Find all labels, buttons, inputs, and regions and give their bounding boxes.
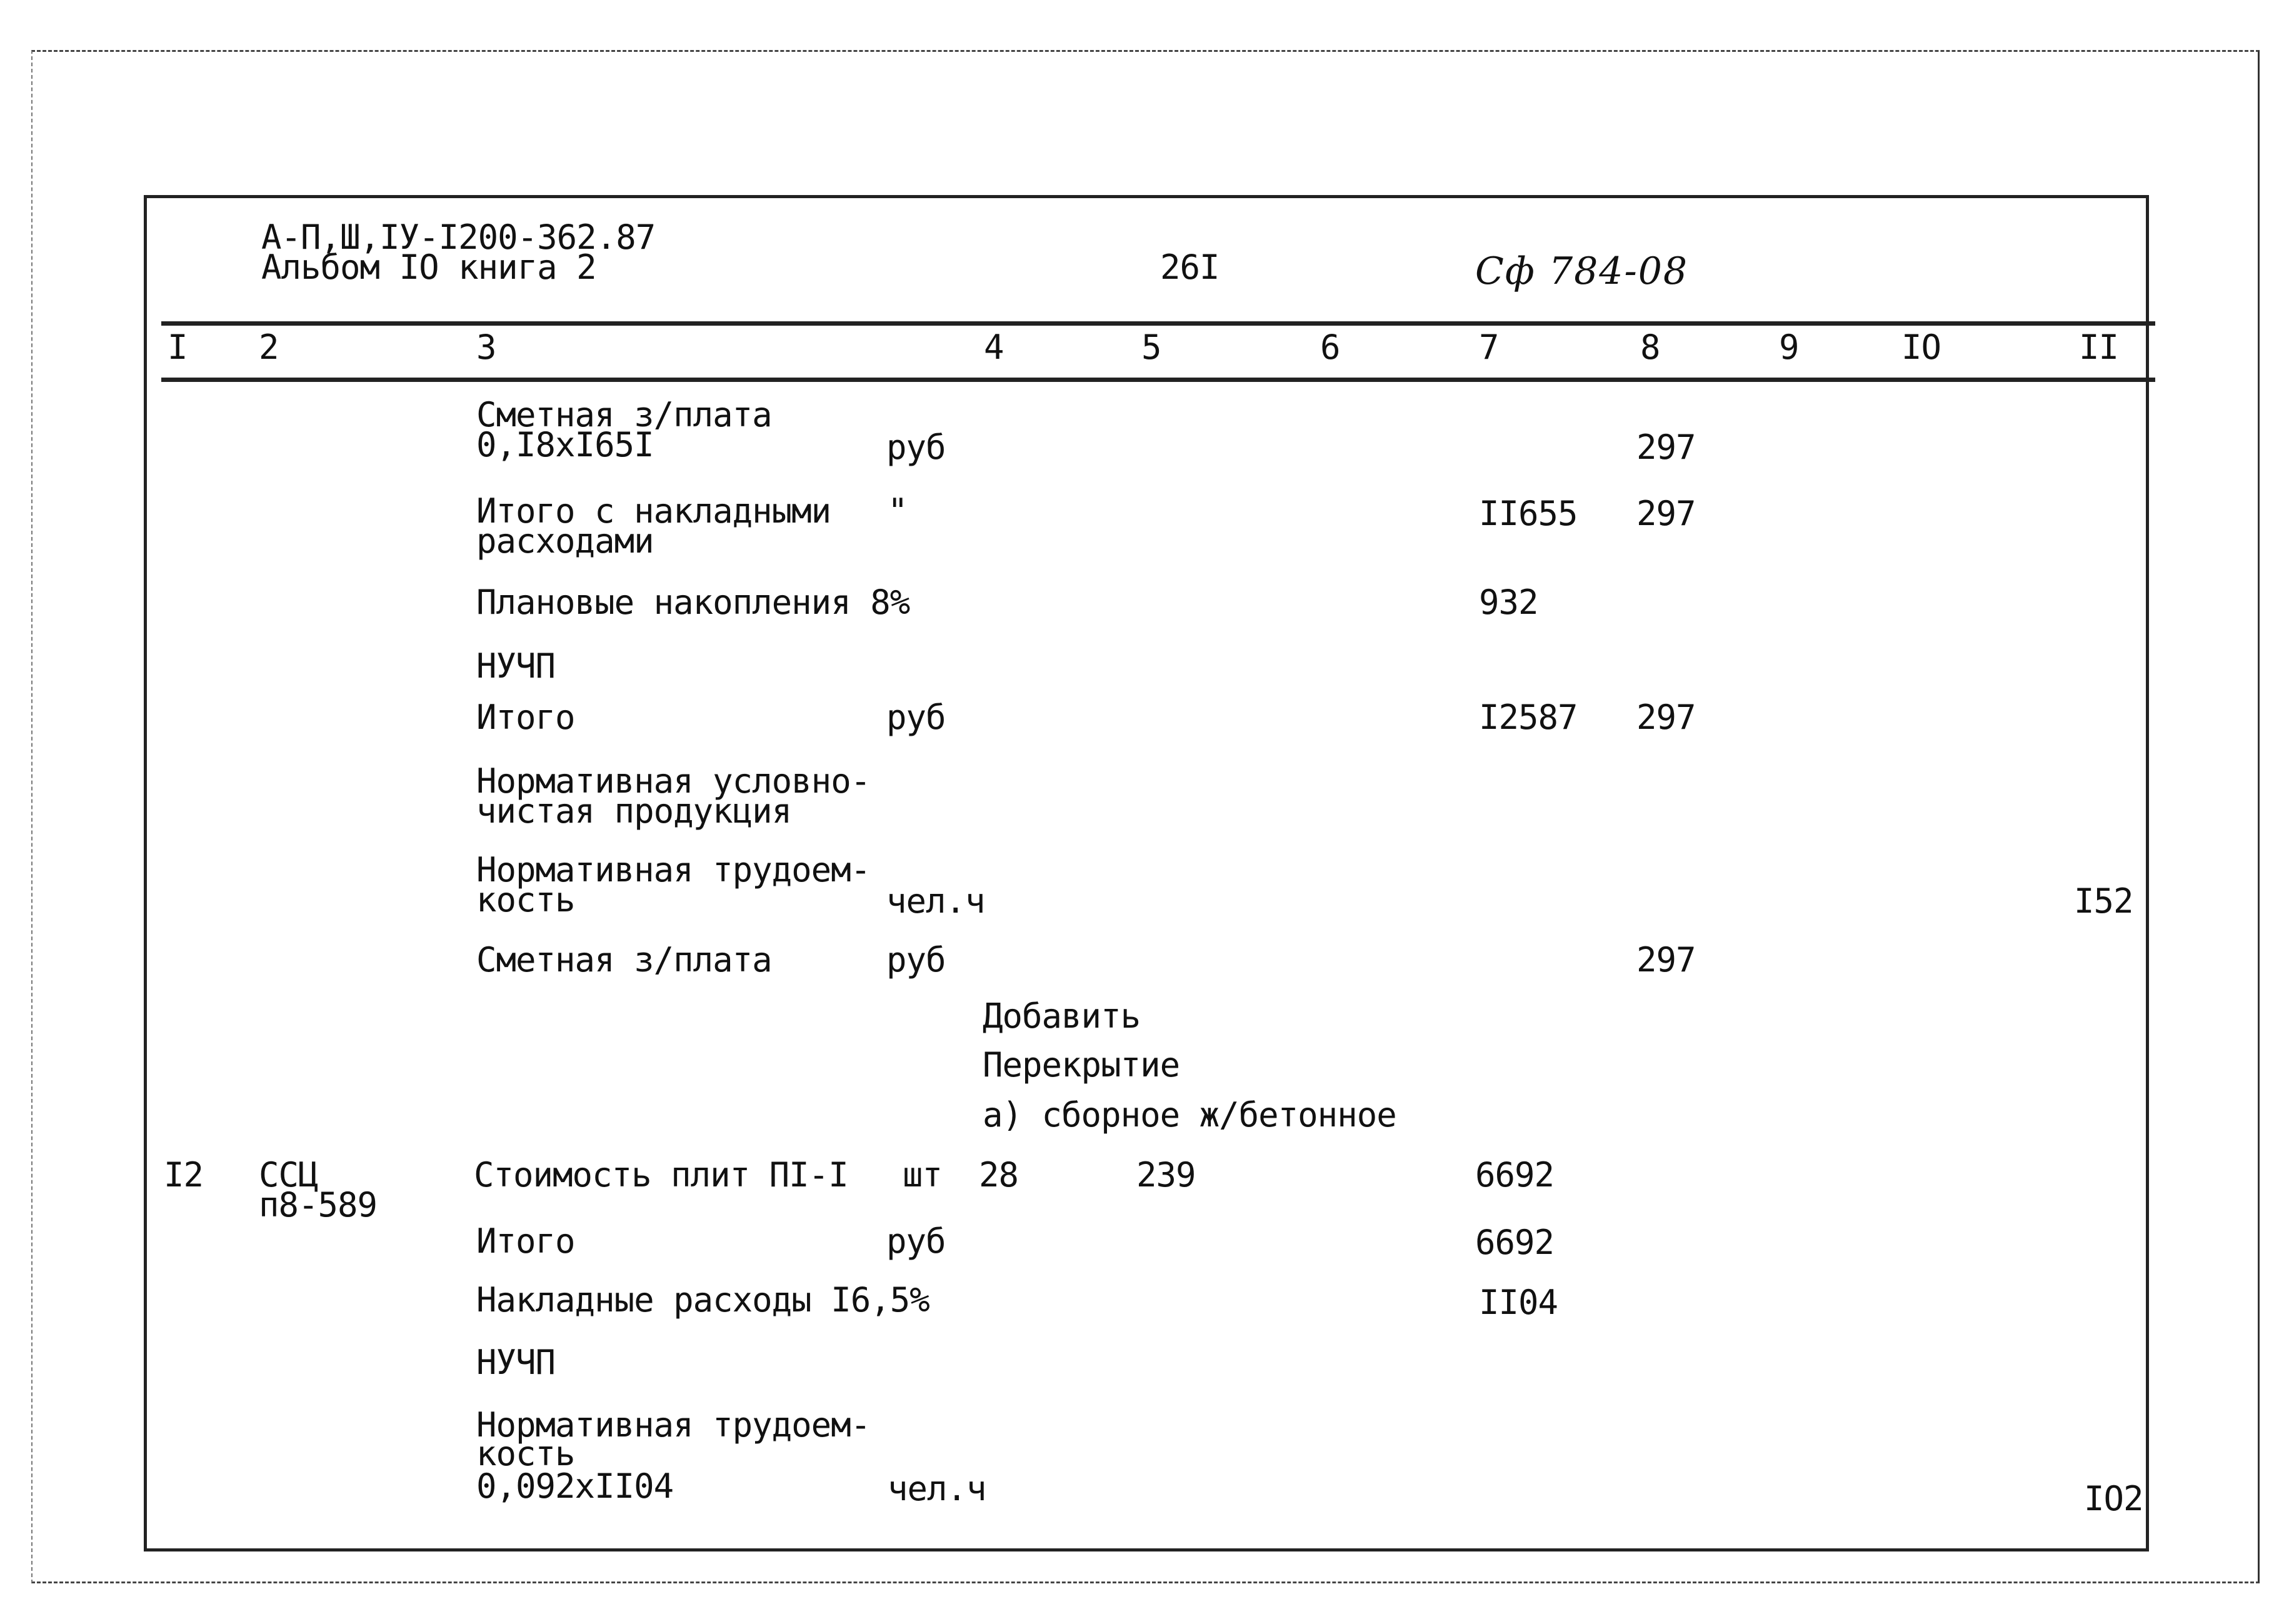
row-2-unit: " — [888, 491, 908, 531]
row-4-name: НУЧП — [476, 646, 556, 686]
row-10-name: Стоимость плит ПI-I — [474, 1155, 848, 1195]
row-2-col8: 297 — [1636, 494, 1696, 533]
row-14-col11: IO2 — [2084, 1479, 2143, 1518]
section-slab: Перекрытие — [983, 1045, 1180, 1085]
col-header-1: I — [168, 328, 188, 367]
row-1-name-line2: 0,I8xI65I — [476, 425, 654, 464]
col-header-7: 7 — [1479, 328, 1499, 367]
row-13-name: НУЧП — [476, 1343, 556, 1382]
section-add: Добавить — [983, 996, 1141, 1036]
col-header-5: 5 — [1141, 328, 1161, 367]
row-2-col7: II655 — [1479, 494, 1578, 533]
row-1-col8: 297 — [1636, 428, 1696, 467]
row-10-unit: шт — [903, 1155, 943, 1195]
album-title: Альбом IO книга 2 — [261, 248, 596, 287]
row-7-name-line1: Нормативная трудоем- — [476, 850, 871, 890]
row-3-name: Плановые накопления 8% — [476, 583, 910, 622]
row-14-unit: чел.ч — [888, 1469, 986, 1508]
col-header-10: IO — [1901, 328, 1941, 367]
row-3-col7: 932 — [1479, 583, 1538, 622]
row-1-unit: руб — [886, 428, 946, 467]
sheet-border — [144, 195, 2149, 1551]
row-7-col11: I52 — [2074, 881, 2133, 921]
row-12-name: Накладные расходы I6,5% — [476, 1280, 929, 1320]
row-10-col5: 239 — [1136, 1155, 1196, 1195]
row-10-ref-line1: ССЦ — [259, 1155, 318, 1195]
header-rule-bottom — [161, 378, 2155, 382]
doc-code: А-П,Ш,IУ-I200-362.87 — [261, 218, 656, 257]
col-header-9: 9 — [1779, 328, 1799, 367]
row-5-unit: руб — [886, 698, 946, 737]
row-14-name-line2: кость — [476, 1434, 575, 1473]
row-8-unit: руб — [886, 940, 946, 980]
row-11-col7: 6692 — [1475, 1223, 1555, 1262]
row-11-name: Итого — [476, 1221, 575, 1261]
col-header-11: II — [2079, 328, 2119, 367]
row-5-col8: 297 — [1636, 698, 1696, 737]
row-10-number: I2 — [164, 1155, 204, 1195]
col-header-8: 8 — [1640, 328, 1660, 367]
row-8-name: Сметная з/плата — [476, 940, 772, 980]
row-14-name-line3: 0,092xII04 — [476, 1466, 674, 1506]
row-1-name-line1: Сметная з/плата — [476, 395, 772, 434]
row-2-name-line2: расходами — [476, 521, 654, 561]
row-6-name-line2: чистая продукция — [476, 791, 792, 831]
row-11-unit: руб — [886, 1221, 946, 1261]
row-12-col7: II04 — [1479, 1283, 1558, 1322]
section-precast: а) сборное ж/бетонное — [983, 1095, 1396, 1135]
row-7-name-line2: кость — [476, 880, 575, 920]
col-header-6: 6 — [1320, 328, 1340, 367]
row-2-name-line1: Итого с накладными — [476, 491, 831, 531]
handwritten-mark: Сф 784-08 — [1475, 249, 1689, 293]
row-7-unit: чел.ч — [886, 881, 985, 921]
col-header-2: 2 — [259, 328, 279, 367]
header-rule-top — [161, 321, 2155, 326]
row-10-col7: 6692 — [1475, 1155, 1555, 1195]
row-10-col4: 28 — [979, 1155, 1019, 1195]
row-5-col7: I2587 — [1479, 698, 1578, 737]
row-5-name: Итого — [476, 698, 575, 737]
row-14-name-line1: Нормативная трудоем- — [476, 1405, 871, 1445]
row-10-ref-line2: п8-589 — [259, 1185, 378, 1225]
col-header-3: 3 — [476, 328, 496, 367]
col-header-4: 4 — [984, 328, 1004, 367]
row-8-col8: 297 — [1636, 940, 1696, 980]
row-6-name-line1: Нормативная условно- — [476, 761, 871, 801]
page-number: 26I — [1160, 248, 1220, 287]
